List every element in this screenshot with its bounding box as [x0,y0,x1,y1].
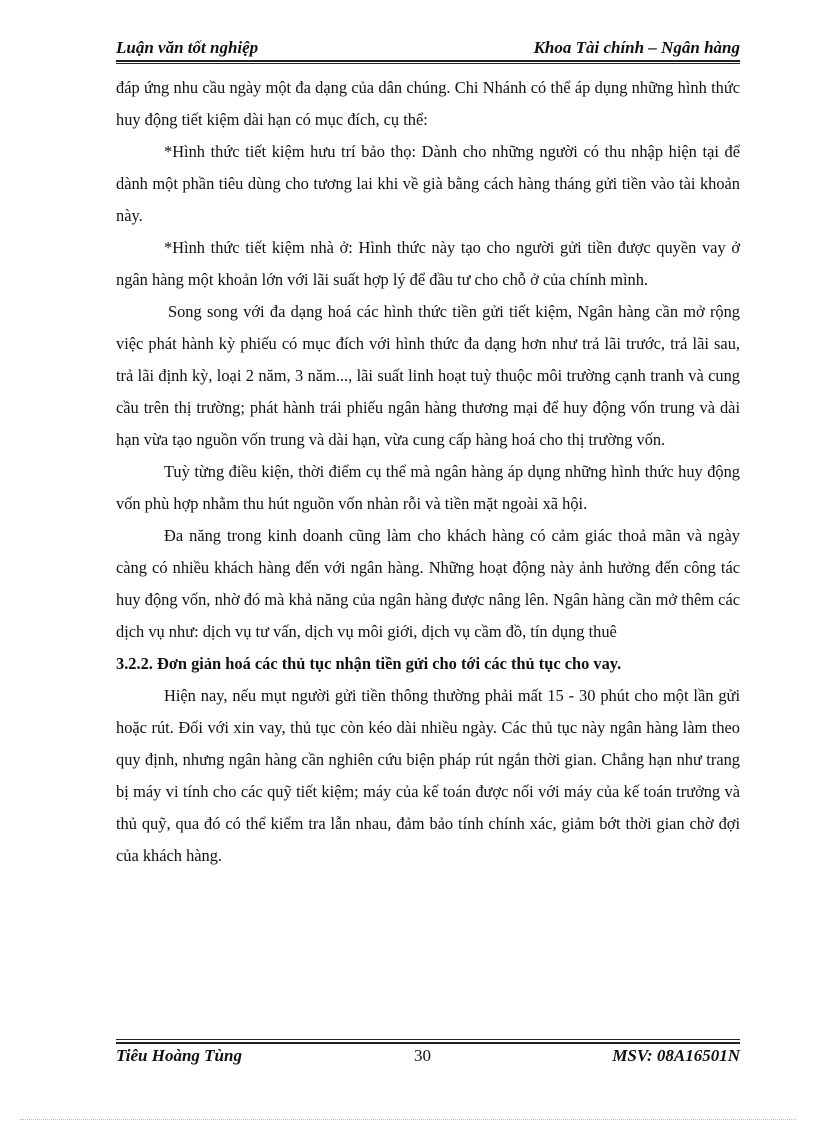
paragraph-5: Tuỳ từng điều kiện, thời điểm cụ thể mà ngân hàng áp dụng những hình thức huy động vốn phù hợp nhằm thu hút nguồn vốn nhàn rỗi và tiền mặt ngoài xã hội. [116,462,740,513]
footer-author: Tiêu Hoàng Tùng [116,1046,242,1065]
footer-student-id: MSV: 08A16501N [612,1046,740,1065]
header-rule [116,60,740,62]
page-edge-dotted-line [20,1119,796,1120]
header-rule-thin [116,63,740,64]
paragraph-7: Hiện nay, nếu mụt người gửi tiền thông thường phải mất 15 - 30 phút cho một lần gửi hoặc rút. Đối với xin vay, thủ tục còn kéo dài nhiều ngày. Các thủ tục này ngân hàng làm theo quy định, nhưng ngân hàng cần nghiên cứu biện pháp rút ngắn thời gian. Chẳng hạn như trang bị máy vi tính cho các quỹ tiết kiệm; máy của kế toán được nối với máy của kế toán trưởng và thủ quỹ, qua đó có thể kiểm tra lẫn nhau, đảm bảo tính chính xác, giảm bớt thời gian chờ đợi của khách hàng. [116,686,740,865]
paragraph-1: đáp ứng nhu cầu ngày một đa dạng của dân chúng. Chi Nhánh có thể áp dụng những hình thức huy động tiết kiệm dài hạn có mục đích, cụ thể: [116,78,740,129]
footer-rule-thin [116,1039,740,1040]
paragraph-2: *Hình thức tiết kiệm hưu trí bảo thọ: Dành cho những người có thu nhập hiện tại để dành một phần tiêu dùng cho tương lai khi về già bằng cách hàng tháng gửi tiền vào tài khoản này. [116,142,740,225]
paragraph-6: Đa năng trong kinh doanh cũng làm cho khách hàng có cảm giác thoả mãn và ngày càng có nhiều khách hàng đến với ngân hàng. Những hoạt động này ảnh hưởng đến công tác huy động vốn, nhờ đó mà khả năng của ngân hàng được nâng lên. Ngân hàng cần mở thêm các dịch vụ như: dịch vụ tư vấn, dịch vụ môi giới, dịch vụ cầm đồ, tín dụng thuê [116,526,740,641]
header-faculty-label: Khoa Tài chính – Ngân hàng [533,38,740,57]
header-thesis-label: Luận văn tốt nghiệp [116,38,259,57]
page-footer [116,1046,740,1070]
section-heading: 3.2.2. Đơn giản hoá các thủ tục nhận tiền gửi cho tới các thủ tục cho vay. [116,654,622,673]
page-number: 30 [414,1046,431,1065]
paragraph-4: Song song với đa dạng hoá các hình thức tiền gửi tiết kiệm, Ngân hàng cần mở rộng việc phát hành kỳ phiếu có mục đích với hình thức đa dạng hơn như trả lãi trước, trả lãi sau, trả lãi định kỳ, loại 2 năm, 3 năm..., lãi suất linh hoạt tuỳ thuộc môi trường cạnh tranh và cung cầu trên thị trường; phát hành trái phiếu ngân hàng thương mại để huy động vốn trung và dài hạn vừa tạo nguồn vốn trung và dài hạn, vừa cung cấp hàng hoá cho thị trường vốn. [116,302,740,449]
paragraph-3: *Hình thức tiết kiệm nhà ở: Hình thức này tạo cho người gửi tiền được quyền vay ở ngân hàng một khoản lớn với lãi suất hợp lý để đầu tư cho chỗ ở của chính mình. [116,238,740,289]
page-header [116,38,740,62]
footer-rule [116,1042,740,1044]
page-body [116,72,740,872]
